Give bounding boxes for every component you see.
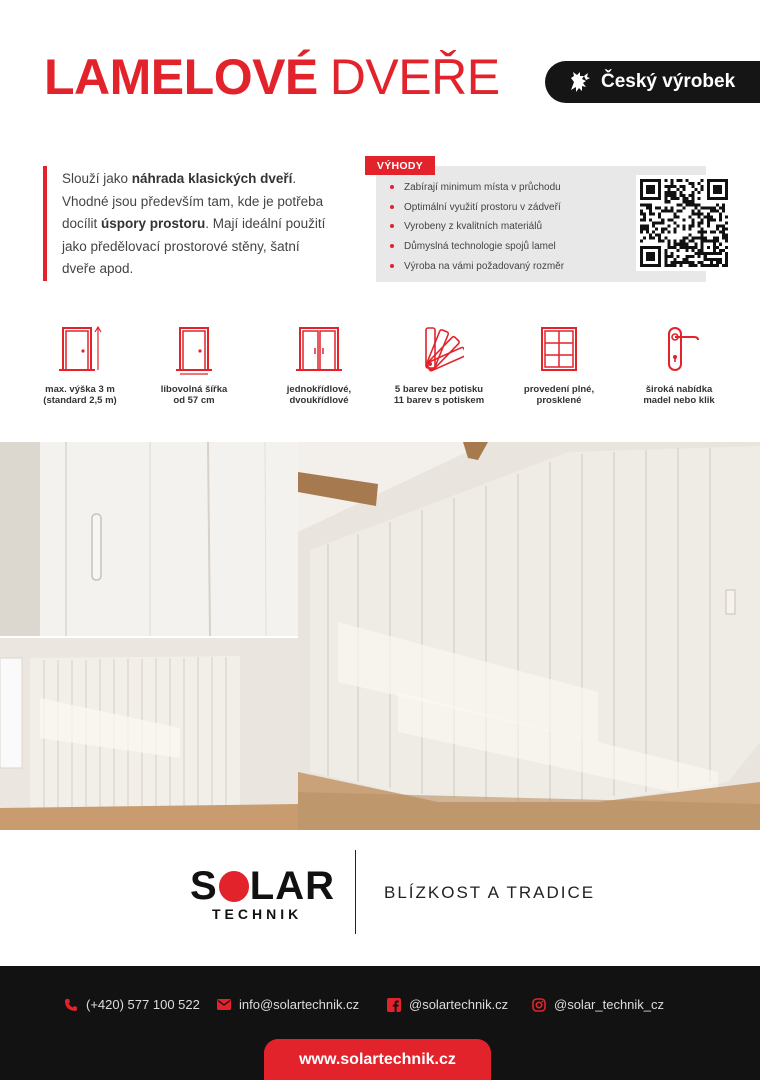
czech-product-badge [545,61,760,103]
advantage-item: Vyrobeny z kvalitních materiálů [404,217,564,237]
intro-part: . Mají ideální použití jako předělovací prostorové stěny, šatní dveře apod. [62,216,326,276]
intro-text [62,168,332,281]
feature-label: od 57 cm [173,395,215,406]
glazed-door-icon [534,322,584,376]
advantage-item: Důmyslná technologie spojů lamel [404,237,564,257]
feature-label: madel nebo klik [643,395,715,406]
phone-text: (+420) 577 100 522 [86,997,200,1012]
door-width-icon [169,322,219,376]
feature-wings [269,322,369,406]
photo-closed-partition [0,636,298,830]
brand-divider [355,850,356,934]
qr-code[interactable] [636,175,732,271]
feature-colors [389,322,489,406]
photo-folding-wall [298,442,760,830]
feature-label: prosklené [536,395,582,406]
contact-email[interactable] [217,997,359,1012]
feature-label: 11 barev s potiskem [393,395,485,406]
czech-lion-icon [565,68,593,96]
qr-code-image [640,179,728,267]
feature-label: max. výška 3 m [45,384,115,395]
facebook-icon [387,998,401,1012]
logo-letters-lar: LAR [249,864,335,908]
title-light: DVEŘE [329,49,500,105]
intro-part-bold: náhrada klasických dveří [131,171,293,186]
feature-width [144,322,244,406]
feature-handles [629,322,729,406]
instagram-text: @solar_technik_cz [554,997,665,1012]
feature-label: 5 barev bez potisku [394,384,484,395]
intro-part: Slouží jako [62,171,132,186]
website-link[interactable]: www.solartechnik.cz [264,1039,491,1080]
instagram-icon [532,998,546,1012]
intro-part: . Vhodné jsou především tam, kde je potřeba docílit [62,171,324,231]
feature-max-height [30,322,130,406]
advantage-item: Výroba na vámi požadovaný rozměr [404,257,564,277]
logo-subtitle: TECHNIK [212,906,303,922]
page-title [44,49,500,105]
door-handle-icon [654,322,704,376]
feature-label: libovolná šířka [160,384,228,395]
title-bold: LAMELOVÉ [44,49,318,105]
feature-label: provedení plné, [523,384,595,395]
advantages-list [404,178,564,277]
advantage-item: Optimální využití prostoru v zádveří [404,198,564,218]
contact-facebook[interactable] [387,997,508,1012]
feature-label: široká nabídka [645,384,713,395]
solar-technik-logo [190,866,335,922]
feature-label: dvoukřídlové [289,395,349,406]
color-fan-icon [414,322,464,376]
email-text: info@solartechnik.cz [239,997,360,1012]
contact-instagram[interactable] [532,997,664,1012]
advantage-item: Zabírají minimum místa v průchodu [404,178,564,198]
facebook-text: @solartechnik.cz [409,997,509,1012]
phone-icon [64,998,78,1012]
double-door-icon [294,322,344,376]
advantages-tag: VÝHODY [365,156,435,175]
brand-slogan: BLÍZKOST A TRADICE [384,883,596,902]
photo-wardrobe-doors [0,442,298,636]
feature-label: jednokřídlové, [286,384,352,395]
logo-red-circle [219,871,249,902]
intro-part-bold: úspory prostoru [101,216,206,231]
door-height-icon [55,322,105,376]
feature-glazing [509,322,609,406]
contact-phone[interactable] [64,997,200,1012]
intro-accent-bar [43,166,47,281]
logo-letter-s: S [190,864,218,908]
email-icon [217,999,231,1010]
feature-label: (standard 2,5 m) [43,395,117,406]
badge-label: Český výrobek [601,71,736,92]
